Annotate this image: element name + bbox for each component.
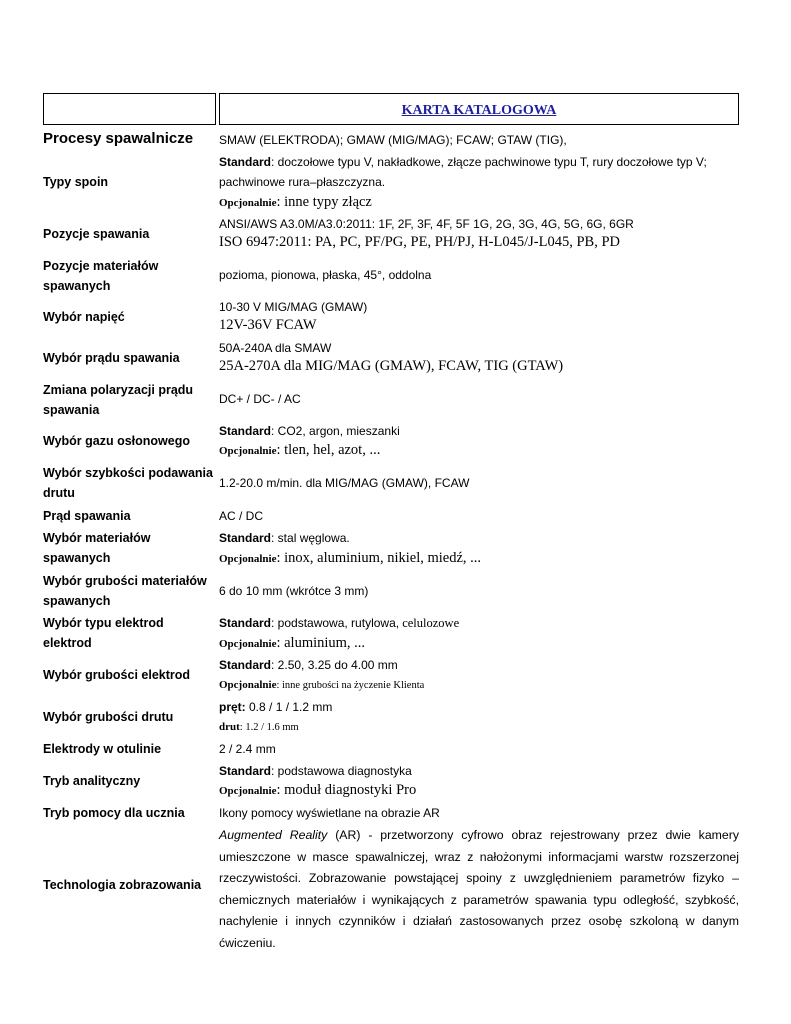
rod-value: 0.8 / 1 / 1.2 mm	[245, 700, 333, 714]
row-value: SMAW (ELEKTRODA); GMAW (MIG/MAG); FCAW; GTAW (TIG),	[219, 133, 567, 147]
standard-value: : 2.50, 3.25 do 4.00 mm	[271, 658, 398, 672]
optional-label: Opcjonalnie	[219, 638, 277, 650]
row-label: Wybór grubości materiałów spawanych	[43, 574, 207, 608]
standard-label: Standard	[219, 658, 272, 672]
spec-row-analytic-mode	[43, 762, 743, 800]
optional-label: Opcjonalnie	[219, 197, 277, 209]
spec-row-imaging-technology	[43, 825, 743, 950]
row-value	[219, 825, 739, 954]
optional-value: : inox, aluminium, nikiel, miedź, ...	[276, 550, 482, 566]
spec-row-electrode-thickness	[43, 656, 743, 694]
wire-value: : 1.2 / 1.6 mm	[239, 722, 299, 733]
row-label: Pozycje spawania	[43, 227, 150, 241]
row-value	[219, 422, 739, 461]
optional-label: Opcjonalnie	[219, 785, 277, 797]
row-label: Technologia zobrazowania	[43, 878, 202, 892]
spec-row-weld-types	[43, 152, 743, 212]
row-value	[219, 215, 739, 251]
row-label: Typy spoin	[43, 175, 109, 189]
row-value	[219, 528, 739, 569]
row-label: Wybór materiałów spawanych	[43, 531, 151, 565]
standard-label: Standard	[219, 424, 272, 438]
optional-label: Opcjonalnie	[219, 445, 277, 457]
row-label: Elektrody w otulinie	[43, 742, 162, 756]
wire-label: drut	[219, 721, 240, 733]
spec-row-student-help	[43, 803, 743, 823]
optional-label: Opcjonalnie	[219, 679, 277, 691]
row-value	[219, 152, 739, 213]
row-value: DC+ / DC- / AC	[219, 392, 301, 406]
row-label: Wybór napięć	[43, 310, 125, 324]
spec-row-coated-electrodes	[43, 739, 743, 759]
row-value: 1.2-20.0 m/min. dla MIG/MAG (GMAW), FCAW	[219, 476, 470, 490]
ar-term: Augmented Reality	[219, 828, 328, 842]
standard-value: : stal węglowa.	[271, 531, 350, 545]
row-label: Pozycje materiałów spawanych	[43, 259, 159, 293]
standard-label: Standard	[219, 531, 272, 545]
spec-row-polarity	[43, 380, 743, 420]
spec-row-welding-positions	[43, 214, 743, 254]
row-value: 2 / 2.4 mm	[219, 742, 276, 756]
spec-row-materials	[43, 528, 743, 568]
row-value: 6 do 10 mm (wkrótce 3 mm)	[219, 584, 369, 598]
spec-row-current-type	[43, 506, 743, 526]
spec-row-wire-speed	[43, 463, 743, 503]
row-label: Zmiana polaryzacji prądu spawania	[43, 383, 194, 417]
row-value: pozioma, pionowa, płaska, 45°, oddolna	[219, 268, 432, 282]
iso-positions: ISO 6947:2011: PA, PC, PF/PG, PE, PH/PJ, H-L045/J-L045, PB, PD	[219, 234, 620, 250]
row-value	[219, 698, 739, 737]
row-value: Ikony pomocy wyświetlane na obrazie AR	[219, 806, 440, 820]
spec-row-material-positions	[43, 256, 743, 296]
row-label: Tryb pomocy dla ucznia	[43, 806, 185, 820]
optional-value: : aluminium, ...	[276, 635, 366, 651]
spec-row-electrode-type	[43, 613, 743, 653]
standard-value: : doczołowe typu V, nakładkowe, złącze pachwinowe typu T, rury doczołowe typ V; pachwinowe rura–płaszczyzna.	[219, 155, 707, 189]
row-label: Wybór typu elektrod elektrod	[43, 616, 164, 650]
spec-row-current	[43, 340, 743, 376]
row-label: Wybór grubości drutu	[43, 710, 174, 724]
optional-value: : tlen, hel, azot, ...	[276, 442, 381, 458]
spec-row-material-thickness	[43, 571, 743, 611]
standard-value: : podstawowa diagnostyka	[271, 764, 412, 778]
standard-value: : podstawowa, rutylowa,	[271, 616, 400, 630]
row-label: Prąd spawania	[43, 509, 131, 523]
row-value	[219, 298, 739, 334]
ar-description: (AR) - przetworzony cyfrowo obraz rejestrowany przez dwie kamery umieszczone w masce spawalniczej, wraz z nałożonymi informacjami warstw rozszerzonej rzeczywistości. Zobrazowanie powstającej spoiny z uwzględnieniem parametrów fizyko – chemicznych materiałów i wynikających z parametrów spawania typu odległość, szybkość, nachylenie i innych czynników i działań zastosowanych przez osobę szkoloną w danym ćwiczeniu.	[219, 828, 739, 950]
optional-value: : inne typy złącz	[276, 194, 372, 210]
standard-label: Standard	[219, 764, 272, 778]
ansi-positions: ANSI/AWS A3.0M/A3.0:2011: 1F, 2F, 3F, 4F, 5F 1G, 2G, 3G, 4G, 5G, 6G, 6GR	[219, 217, 634, 231]
row-value	[219, 340, 739, 375]
spec-row-welding-processes	[43, 128, 743, 150]
optional-value: : moduł diagnostyki Pro	[276, 782, 417, 798]
standard-label: Standard	[219, 155, 272, 169]
standard-label: Standard	[219, 616, 272, 630]
row-label: Wybór grubości elektrod	[43, 668, 191, 682]
rod-label: pręt:	[219, 700, 246, 714]
optional-value: : inne grubości na życzenie Klienta	[276, 680, 425, 691]
row-label: Wybór szybkości podawania drutu	[43, 466, 213, 500]
catalog-title: KARTA KATALOGOWA	[401, 103, 557, 118]
spec-row-wire-thickness	[43, 698, 743, 736]
row-label: Wybór gazu osłonowego	[43, 434, 190, 448]
voltage-fcaw: 12V-36V FCAW	[219, 317, 317, 333]
header-empty-cell	[43, 93, 216, 125]
current-other: 25A-270A dla MIG/MAG (GMAW), FCAW, TIG (GTAW)	[219, 358, 564, 374]
spec-row-shielding-gas	[43, 422, 743, 460]
header-title-cell	[219, 93, 739, 125]
optional-label: Opcjonalnie	[219, 553, 277, 565]
row-label: Wybór prądu spawania	[43, 351, 180, 365]
row-value	[219, 656, 739, 695]
row-label: Tryb analityczny	[43, 774, 141, 788]
voltage-mig: 10-30 V MIG/MAG (GMAW)	[219, 300, 368, 314]
row-label: Procesy spawalnicze	[43, 130, 194, 147]
standard-value: : CO2, argon, mieszanki	[271, 424, 400, 438]
current-smaw: 50A-240A dla SMAW	[219, 341, 332, 355]
row-value: AC / DC	[219, 509, 264, 523]
standard-extra: celulozowe	[399, 616, 460, 630]
row-value	[219, 613, 739, 654]
spec-row-voltage	[43, 298, 743, 336]
row-value	[219, 762, 739, 801]
